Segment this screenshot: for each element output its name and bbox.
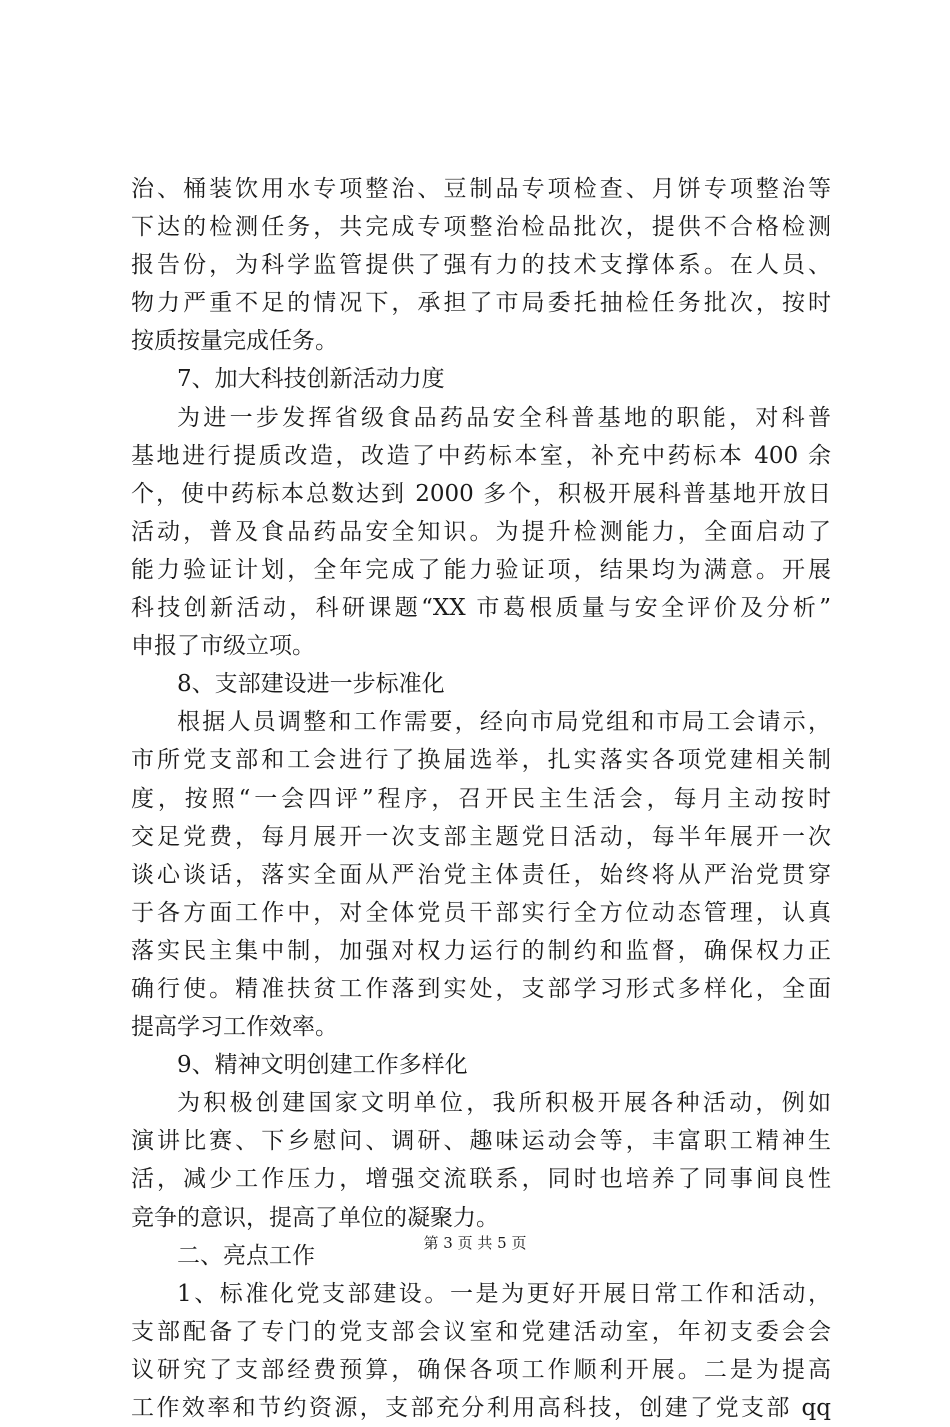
text-line: 按质按量完成任务。 — [131, 328, 338, 355]
text-line: 度，按照“一会四评”程序，召开民主生活会，每月主动按时 — [131, 785, 831, 812]
section-heading: 9、精神文明创建工作多样化 — [177, 1052, 468, 1079]
text-line: 支部配备了专门的党支部会议室和党建活动室，年初支委会会 — [131, 1318, 831, 1345]
text-line: 演讲比赛、下乡慰问、调研、趣味运动会等，丰富职工精神生 — [131, 1128, 831, 1155]
text-line: 议研究了支部经费预算，确保各项工作顺利开展。二是为提高 — [131, 1356, 831, 1383]
text-line: 活动，普及食品药品安全知识。为提升检测能力，全面启动了 — [131, 518, 831, 545]
page-footer: 第 3 页 共 5 页 — [423, 1234, 527, 1252]
text-line: 竞争的意识，提高了单位的凝聚力。 — [131, 1204, 499, 1231]
text-line: 能力验证计划，全年完成了能力验证项，结果均为满意。开展 — [131, 556, 831, 583]
text-line: 个，使中药标本总数达到 2000 多个，积极开展科普基地开放日 — [131, 480, 831, 507]
text-line: 为积极创建国家文明单位，我所积极开展各种活动，例如 — [177, 1090, 831, 1117]
text-line: 为进一步发挥省级食品药品安全科普基地的职能，对科普 — [177, 404, 831, 431]
text-line: 报告份，为科学监管提供了强有力的技术支撑体系。在人员、 — [131, 252, 831, 279]
text-line: 确行使。精准扶贫工作落到实处，支部学习形式多样化，全面 — [131, 975, 831, 1002]
text-line: 工作效率和节约资源，支部充分利用高科技，创建了党支部 qq — [131, 1395, 831, 1421]
text-line: 申报了市级立项。 — [131, 633, 315, 660]
text-line: 下达的检测任务，共完成专项整治检品批次，提供不合格检测 — [131, 214, 831, 241]
text-line: 活，减少工作压力，增强交流联系，同时也培养了同事间良性 — [131, 1166, 831, 1193]
text-line: 1、标准化党支部建设。一是为更好开展日常工作和活动， — [177, 1280, 831, 1307]
text-line: 市所党支部和工会进行了换届选举，扎实落实各项党建相关制 — [131, 747, 831, 774]
section-heading: 二、亮点工作 — [177, 1242, 315, 1269]
text-line: 谈心谈话，落实全面从严治党主体责任，始终将从严治党贯穿 — [131, 861, 831, 888]
text-line: 于各方面工作中，对全体党员干部实行全方位动态管理，认真 — [131, 899, 831, 926]
text-line: 科技创新活动，科研课题“XX 市葛根质量与安全评价及分析” — [131, 595, 831, 622]
text-line: 交足党费，每月展开一次支部主题党日活动，每半年展开一次 — [131, 823, 831, 850]
section-heading: 8、支部建设进一步标准化 — [177, 671, 445, 698]
text-line: 基地进行提质改造，改造了中药标本室，补充中药标本 400 余 — [131, 442, 831, 469]
text-line: 提高学习工作效率。 — [131, 1014, 338, 1041]
text-line: 物力严重不足的情况下，承担了市局委托抽检任务批次，按时 — [131, 290, 831, 317]
text-line: 治、桶装饮用水专项整治、豆制品专项检查、月饼专项整治等 — [131, 176, 831, 202]
text-line: 落实民主集中制，加强对权力运行的制约和监督，确保权力正 — [131, 937, 831, 964]
section-heading: 7、加大科技创新活动力度 — [177, 366, 445, 393]
text-line: 根据人员调整和工作需要，经向市局党组和市局工会请示， — [177, 709, 831, 736]
